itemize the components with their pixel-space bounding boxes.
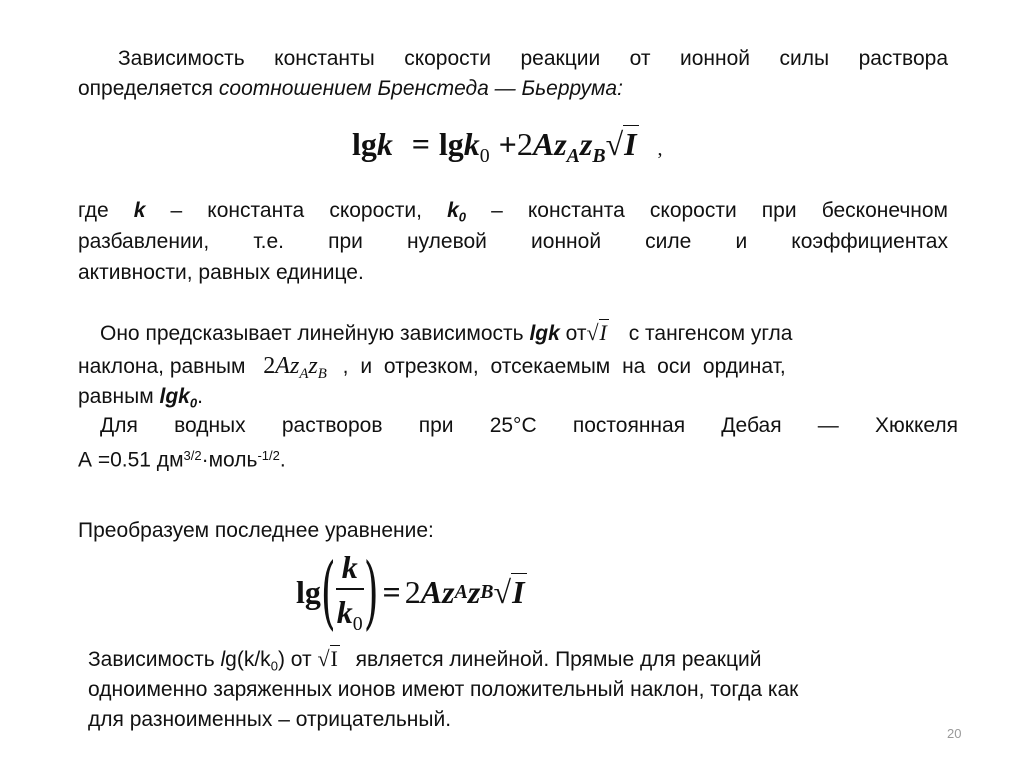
debye-huckel-line-1 bbox=[100, 411, 958, 440]
definitions-line-3 bbox=[78, 258, 948, 287]
conclusion-text-3: ) от bbox=[277, 648, 318, 671]
prediction-text-5: , и отрезком, отсекаемым на оси ординат, bbox=[330, 355, 786, 378]
bronsted-bjerrum-equation bbox=[352, 126, 662, 168]
prediction-text-3: с тангенсом угла bbox=[622, 322, 793, 345]
eq1-zA: z bbox=[554, 126, 567, 162]
eq1-lg-2: lg bbox=[438, 126, 464, 162]
conclusion-text-6: для разноименных – отрицательный. bbox=[88, 708, 452, 731]
lgk-symbol: lgk bbox=[529, 322, 560, 345]
eq2-den-k: k bbox=[336, 593, 353, 630]
conclusion-sub0: 0 bbox=[270, 658, 278, 674]
prediction-text-2: от bbox=[559, 322, 587, 345]
definitions-line-3-text: активности, равных единице. bbox=[78, 261, 364, 284]
eq2-I: I bbox=[512, 573, 525, 610]
exp-mol: -1/2 bbox=[257, 448, 280, 463]
eq2-zB: z bbox=[467, 573, 481, 610]
prediction-text-end: . bbox=[197, 385, 203, 408]
where-text: где bbox=[78, 199, 134, 222]
eq1-zA-sub: A bbox=[566, 144, 580, 167]
eq1-equals: = bbox=[411, 126, 431, 162]
slope-A: A bbox=[275, 353, 290, 379]
eq2-zA-sub: A bbox=[454, 580, 468, 603]
lgk0-symbol: lgk bbox=[159, 385, 190, 408]
conclusion-line-2 bbox=[88, 675, 948, 704]
eq1-A: A bbox=[532, 126, 555, 162]
conclusion-sqrt-I: √I bbox=[317, 646, 338, 671]
eq2-denominator bbox=[336, 590, 364, 636]
conclusion-line-3 bbox=[88, 705, 948, 734]
eq1-k: k bbox=[376, 126, 393, 162]
conclusion-text-4: является линейной. Прямые для реакций bbox=[349, 648, 762, 671]
eq2-numerator: k bbox=[336, 549, 364, 590]
eq2-equals: = bbox=[382, 573, 401, 610]
eq1-sqrt: √I bbox=[605, 126, 637, 162]
eq2-zB-sub: B bbox=[480, 580, 494, 603]
transform-text: Преобразуем последнее уравнение: bbox=[78, 519, 434, 542]
debye-huckel-line-2 bbox=[78, 441, 948, 475]
inline-sqrt-I: √I bbox=[586, 320, 607, 345]
constant-value: А =0.51 дм bbox=[78, 448, 184, 472]
eq2-sqrt: √I bbox=[493, 573, 525, 610]
eq1-comma: , bbox=[657, 138, 663, 160]
eq1-zB: z bbox=[579, 126, 593, 162]
prediction-line-1 bbox=[100, 318, 960, 348]
unit-mol: ·моль bbox=[201, 448, 258, 472]
eq2-zA: z bbox=[442, 573, 455, 610]
conclusion-sqrt-I-value: I bbox=[330, 646, 338, 671]
intro-paragraph-line-2 bbox=[78, 74, 948, 103]
page-number: 20 bbox=[947, 726, 962, 741]
eq2-rparen: ) bbox=[363, 545, 379, 639]
eq2-two: 2 bbox=[404, 573, 421, 610]
prediction-text-1: Оно предсказывает линейную зависимость bbox=[100, 322, 530, 345]
relation-name: соотношением Бренстеда — Бьеррума: bbox=[218, 77, 623, 100]
conclusion-text-2: g(k/k bbox=[225, 648, 271, 671]
conclusion-text-5: одноименно заряженных ионов имеют положительный наклон, тогда как bbox=[88, 678, 799, 701]
debye-huckel-text: Для водных растворов при 25°С постоянная Дебая — Хюккеля bbox=[100, 414, 958, 437]
k-symbol: k bbox=[133, 199, 146, 222]
eq2-den-sub: 0 bbox=[352, 612, 363, 635]
definitions-line-2 bbox=[78, 227, 948, 256]
intro-line-2: определяется bbox=[78, 77, 219, 100]
conclusion-l: l bbox=[220, 648, 226, 671]
prediction-text-4: наклона, равным bbox=[78, 355, 252, 378]
eq1-two: 2 bbox=[516, 126, 533, 162]
slope-zB: z bbox=[308, 353, 318, 379]
eq1-zB-sub: B bbox=[592, 144, 606, 167]
slope-zA: z bbox=[289, 353, 300, 379]
eq1-k0: k bbox=[463, 126, 480, 162]
k0-symbol: k bbox=[447, 199, 459, 222]
lgk0-subscript: 0 bbox=[189, 395, 198, 411]
eq1-k0-sub: 0 bbox=[479, 144, 490, 167]
eq2-A: A bbox=[420, 573, 443, 610]
k0-definition: – константа скорости при бесконечном bbox=[466, 199, 948, 222]
inline-sqrt-I-value: I bbox=[599, 320, 607, 345]
intro-paragraph bbox=[118, 44, 948, 73]
exp-dm: 3/2 bbox=[183, 448, 202, 463]
prediction-text-6: равным bbox=[78, 385, 160, 408]
conclusion-text-1: Зависимость bbox=[88, 648, 221, 671]
definitions-line-2-text: разбавлении, т.е. при нулевой ионной силе и коэффициентах bbox=[78, 230, 948, 253]
slope-zA-sub: A bbox=[299, 366, 309, 383]
k0-subscript: 0 bbox=[458, 209, 467, 225]
inline-slope bbox=[263, 353, 327, 383]
eq2-fraction bbox=[336, 549, 364, 636]
eq1-plus: + bbox=[498, 126, 517, 162]
intro-line-1: Зависимость константы скорости реакции от ионной силы раствора bbox=[118, 47, 948, 70]
slope-zB-sub: B bbox=[317, 366, 327, 383]
eq2-lparen: ( bbox=[320, 545, 336, 639]
transformed-equation bbox=[296, 547, 527, 637]
slope-two: 2 bbox=[263, 353, 276, 379]
eq1-lg: lg bbox=[352, 126, 377, 162]
constant-end: . bbox=[279, 448, 286, 472]
eq1-I: I bbox=[624, 126, 637, 162]
eq2-lg: lg bbox=[296, 573, 321, 610]
k-definition: – константа скорости, bbox=[145, 199, 448, 222]
transform-heading bbox=[78, 516, 948, 545]
